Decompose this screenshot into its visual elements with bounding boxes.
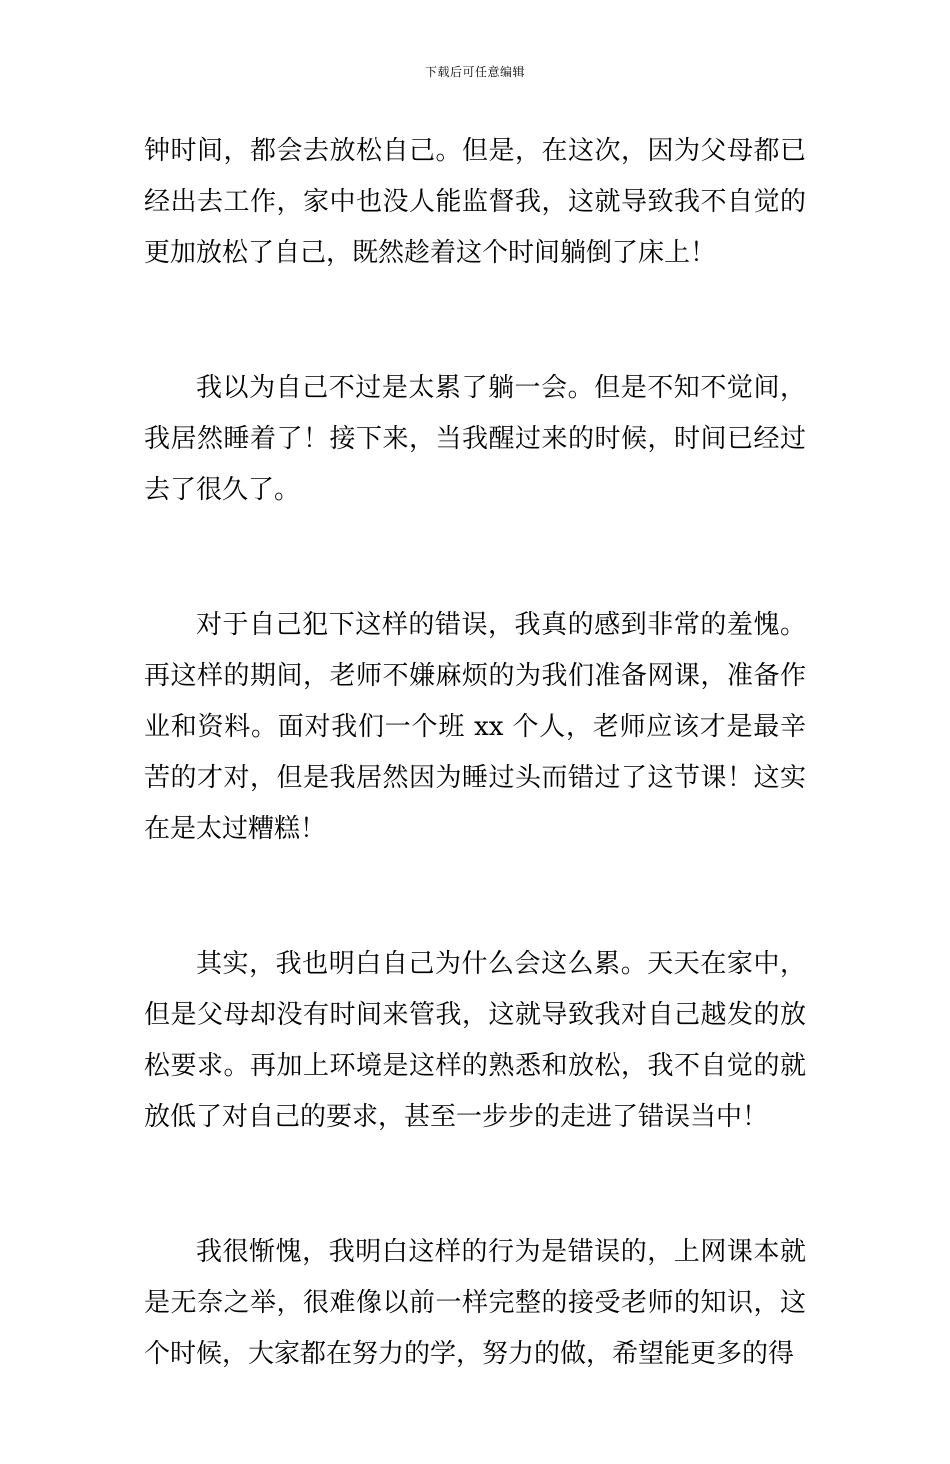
paragraph-5: 我很惭愧，我明白这样的行为是错误的，上网课本就是无奈之举，很难像以前一样完整的接受老师的知识，这个时候，大家都在努力的学，努力的做，希望能更多的得 bbox=[144, 1237, 806, 1369]
paragraph-4: 其实，我也明白自己为什么会这么累。天天在家中，但是父母却没有时间来管我，这就导致我对自己越发的放松要求。再加上环境是这样的熟悉和放松，我不自觉的就放低了对自己的要求，甚至一步步的走进了错误当中！ bbox=[144, 949, 806, 1132]
document-body bbox=[144, 126, 806, 1464]
paragraph-2: 我以为自己不过是太累了躺一会。但是不知不觉间，我居然睡着了！接下来，当我醒过来的时候，时间已经过去了很久了。 bbox=[144, 373, 806, 505]
paragraph-3: 对于自己犯下这样的错误，我真的感到非常的羞愧。再这样的期间，老师不嫌麻烦的为我们准备网课，准备作业和资料。面对我们一个班 xx 个人，老师应该才是最辛苦的才对，但是我居然因为睡过头而错过了这节课！这实在是太过糟糕！ bbox=[144, 610, 806, 844]
paragraph-1: 钟时间，都会去放松自己。但是，在这次，因为父母都已经出去工作，家中也没人能监督我，这就导致我不自觉的更加放松了自己，既然趁着这个时间躺倒了床上！ bbox=[144, 136, 806, 268]
page-header-caption: 下载后可任意编辑 bbox=[424, 65, 525, 79]
